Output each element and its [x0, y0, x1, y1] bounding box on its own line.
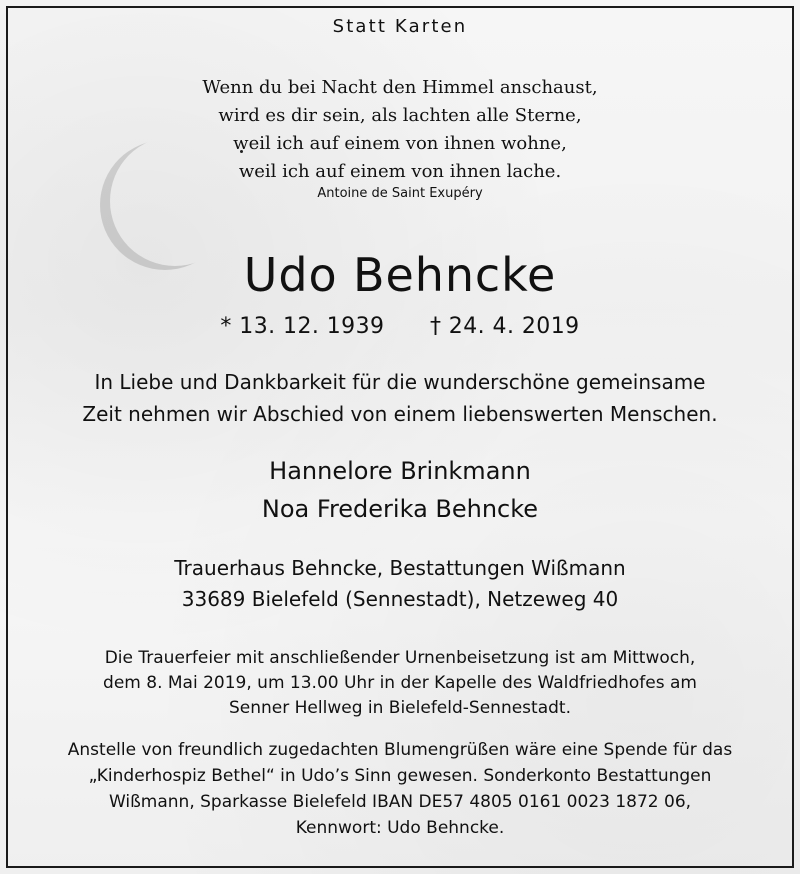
quote-line: weil ich auf einem von ihnen lache.: [238, 161, 562, 182]
mourners-list: [0, 452, 800, 528]
donation-request: [0, 737, 800, 841]
statement-line: In Liebe und Dankbarkeit für die wunderschöne gemeinsame: [94, 370, 706, 394]
life-dates: [0, 314, 800, 339]
poem-quote: [0, 74, 800, 186]
quote-line: wird es dir sein, als lachten alle Sterne,: [218, 105, 582, 126]
address-line: Trauerhaus Behncke, Bestattungen Wißmann: [174, 556, 626, 580]
address-line: 33689 Bielefeld (Sennestadt), Netzeweg 40: [181, 587, 619, 611]
donation-line: Anstelle von freundlich zugedachten Blumengrüßen wäre eine Spende für das: [67, 740, 733, 760]
ceremony-line: Die Trauerfeier mit anschließender Urnenbeisetzung ist am Mittwoch,: [104, 648, 696, 668]
ceremony-line: Senner Hellweg in Bielefeld-Sennestadt.: [229, 698, 571, 718]
donation-line: Wißmann, Sparkasse Bielefeld IBAN DE57 4805 0161 0023 1872 06,: [108, 792, 692, 812]
header-statt-karten: Statt Karten: [332, 16, 468, 37]
funeral-home-address: [0, 553, 800, 615]
mourner-name: Noa Frederika Behncke: [261, 495, 539, 523]
donation-line: Kennwort: Udo Behncke.: [295, 818, 505, 838]
statement-line: Zeit nehmen wir Abschied von einem liebenswerten Menschen.: [82, 402, 718, 426]
death-date: † 24. 4. 2019: [429, 314, 580, 339]
birth-date: * 13. 12. 1939: [220, 314, 385, 339]
quote-line: Wenn du bei Nacht den Himmel anschaust,: [202, 77, 598, 98]
donation-line: „Kinderhospiz Bethel“ in Udo’s Sinn gewesen. Sonderkonto Bestattungen: [88, 766, 712, 786]
mourner-name: Hannelore Brinkmann: [269, 457, 531, 485]
ceremony-details: [0, 646, 800, 721]
quote-author: Antoine de Saint Exupéry: [317, 186, 483, 201]
deceased-name: Udo Behncke: [243, 248, 557, 302]
ceremony-line: dem 8. Mai 2019, um 13.00 Uhr in der Kapelle des Waldfriedhofes am: [103, 673, 697, 693]
farewell-statement: [0, 366, 800, 430]
quote-line: weil ich auf einem von ihnen wohne,: [233, 133, 567, 154]
